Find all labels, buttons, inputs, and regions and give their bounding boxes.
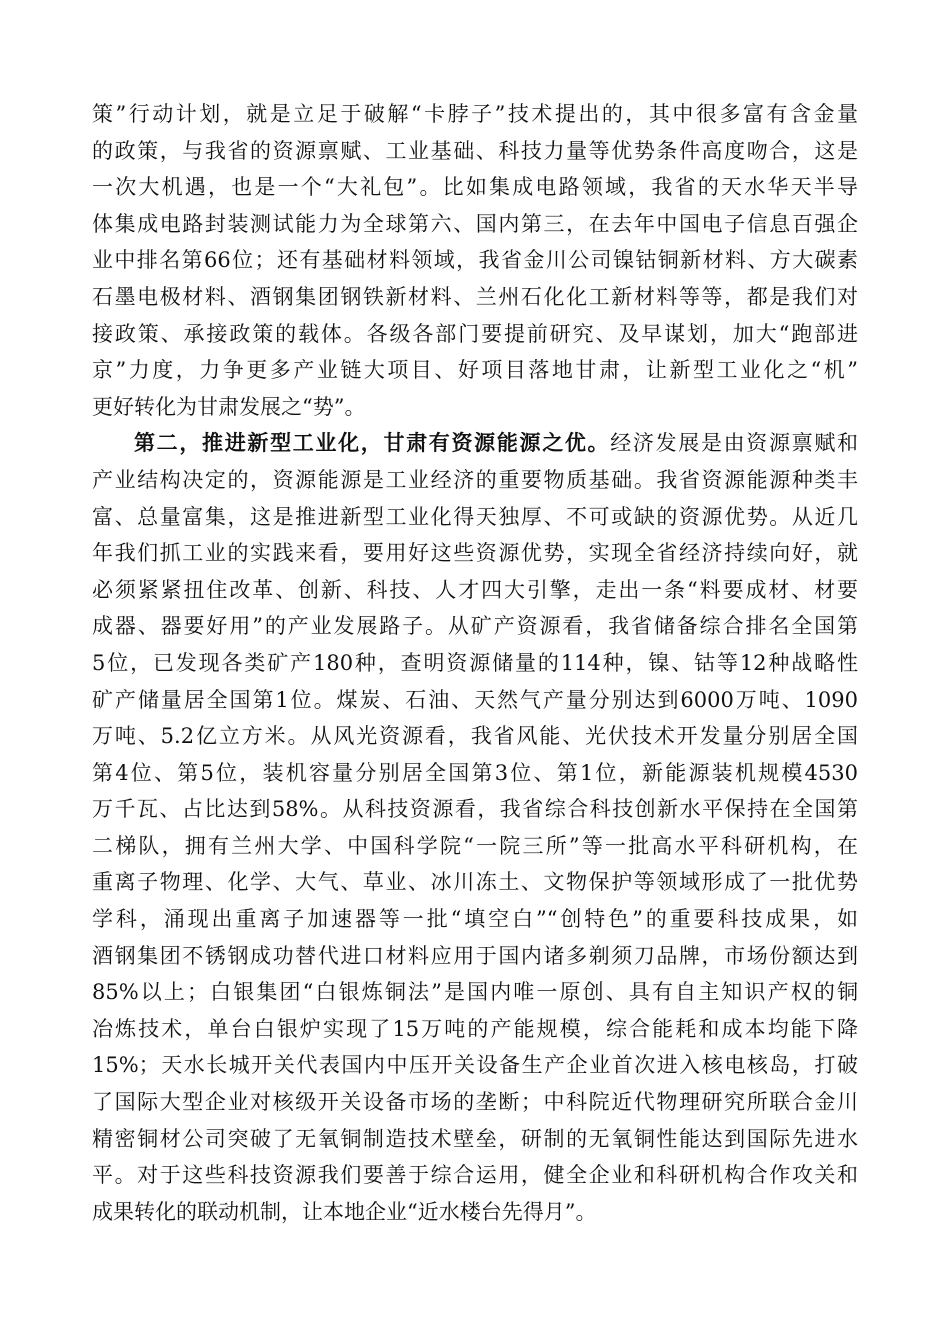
document-page (92, 96, 858, 1230)
text-line: 万吨、5.2亿立方米。从风光资源看，我省风能、光伏技术开发量分别居全国 (92, 724, 858, 749)
text-line-first (92, 425, 858, 462)
text-line: 富、总量富集，这是推进新型工业化得天独厚、不可或缺的资源优势。从近几 (92, 504, 858, 529)
text-line: 酒钢集团不锈钢成功替代进口材料应用于国内诸多剃须刀品牌，市场份额达到 (92, 943, 858, 968)
text-line: 学科，涌现出重离子加速器等一批“填空白”“创特色”的重要科技成果，如 (92, 907, 858, 932)
text-line: 二梯队，拥有兰州大学、中国科学院“一院三所”等一批高水平科研机构，在 (92, 833, 858, 858)
text-line: 产业结构决定的，资源能源是工业经济的重要物质基础。我省资源能源种类丰 (92, 467, 858, 492)
text-line: 重离子物理、化学、大气、草业、冰川冻土、文物保护等领域形成了一批优势 (92, 870, 858, 895)
text-line: 接政策、承接政策的载体。各级各部门要提前研究、及早谋划，加大“跑部进 (92, 321, 858, 346)
text-line: 石墨电极材料、酒钢集团钢铁新材料、兰州石化化工新材料等等，都是我们对 (92, 284, 858, 309)
text-line: 精密铜材公司突破了无氧铜制造技术壁垒，研制的无氧铜性能达到国际先进水 (92, 1126, 858, 1151)
text-line: 成器、器要好用”的产业发展路子。从矿产资源看，我省储备综合排名全国第 (92, 614, 858, 639)
text-line: 更好转化为甘肃发展之“势”。 (92, 394, 366, 419)
section-heading: 第二，推进新型工业化，甘肃有资源能源之优。 (134, 430, 611, 456)
text-line: 平。对于这些科技资源我们要善于综合运用，健全企业和科研机构合作攻关和 (92, 1163, 858, 1188)
text-line: 5位，已发现各类矿产180种，查明资源储量的114种，镍、钴等12种战略性 (92, 650, 858, 675)
paragraph-resource-advantage (92, 425, 858, 1230)
text-line: 15%；天水长城开关代表国内中压开关设备生产企业首次进入核电核岛，打破 (92, 1053, 858, 1078)
heading-continuation: 经济发展是由资源禀赋和 (610, 431, 859, 456)
text-line: 业中排名第66位；还有基础材料领域，我省金川公司镍钴铜新材料、方大碳素 (92, 248, 858, 273)
text-line: 必须紧紧扭住改革、创新、科技、人才四大引擎，走出一条“料要成材、材要 (92, 577, 858, 602)
text-line: 冶炼技术，单台白银炉实现了15万吨的产能规模，综合能耗和成本均能下降 (92, 1016, 858, 1041)
text-line: 年我们抓工业的实践来看，要用好这些资源优势，实现全省经济持续向好，就 (92, 541, 858, 566)
text-line: 京”力度，力争更多产业链大项目、好项目落地甘肃，让新型工业化之“机” (92, 358, 858, 383)
text-line: 体集成电路封装测试能力为全球第六、国内第三，在去年中国电子信息百强企 (92, 211, 858, 236)
text-line: 第4位、第5位，装机容量分别居全国第3位、第1位，新能源装机规模4530 (92, 760, 858, 785)
text-line: 85%以上；白银集团“白银炼铜法”是国内唯一原创、具有自主知识产权的铜 (92, 980, 858, 1005)
text-line: 了国际大型企业对核级开关设备市场的垄断；中科院近代物理研究所联合金川 (92, 1090, 858, 1115)
paragraph-industrial-policy (92, 96, 858, 425)
text-line: 策”行动计划，就是立足于破解“卡脖子”技术提出的，其中很多富有含金量 (92, 102, 858, 126)
text-line: 一次大机遇，也是一个“大礼包”。比如集成电路领域，我省的天水华天半导 (92, 175, 858, 200)
text-line: 的政策，与我省的资源禀赋、工业基础、科技力量等优势条件高度吻合，这是 (92, 138, 858, 163)
text-line: 万千瓦、占比达到58%。从科技资源看，我省综合科技创新水平保持在全国第 (92, 797, 858, 822)
text-line: 成果转化的联动机制，让本地企业“近水楼台先得月”。 (92, 1199, 597, 1224)
text-line: 矿产储量居全国第1位。煤炭、石油、天然气产量分别达到6000万吨、1090 (92, 687, 858, 712)
